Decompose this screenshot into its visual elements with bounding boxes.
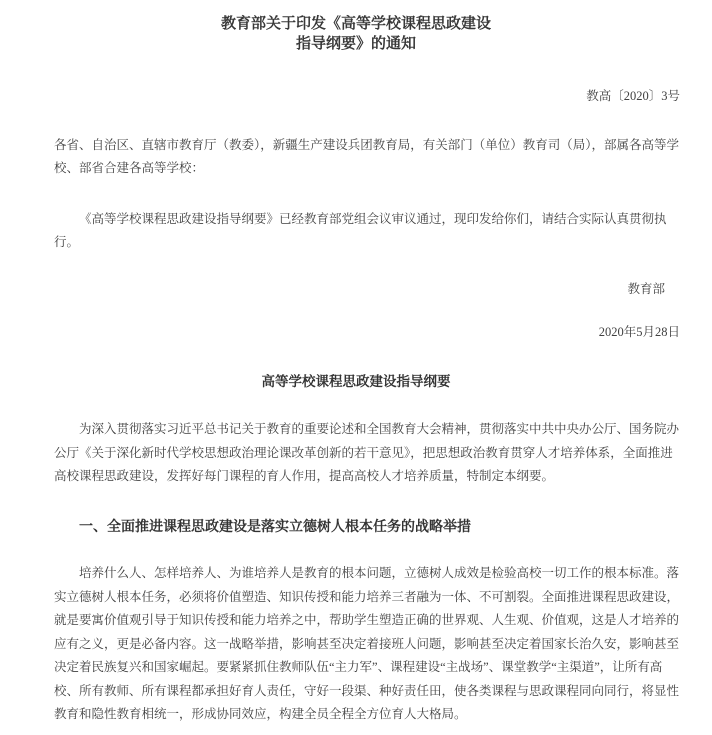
document-number: 教高〔2020〕3号 <box>586 89 680 103</box>
issuer: 教育部 <box>627 281 665 296</box>
section-1-paragraph: 培养什么人、怎样培养人、为谁培养人是教育的根本问题，立德树人成效是检验高校一切工作的根本标准。落实立德树人根本任务，必须将价值塑造、知识传授和能力培养三者融为一体、不可割裂。全面推进课程思政建设，就是要寓价值观引导于知识传授和能力培养之中，帮助学生塑造正确的世界观、人生观、价值观，这是人才培养的应有之义，更是必备内容。这一战略举措，影响甚至决定着接班人问题，影响甚至决定着国家长治久安，影响甚至决定着民族复兴和国家崛起。要紧紧抓住教师队伍“主力军”、课程建设“主战场”、课堂教学“主渠道”，让所有高校、所有教师、所有课程都承担好育人责任，守好一段渠、种好责任田，使各类课程与思政课程同向同行，将显性教育和隐性教育相统一，形成协同效应，构建全员全程全方位育人大格局。 <box>54 566 680 721</box>
attachment-title: 高等学校课程思政建设指导纲要 <box>261 373 451 389</box>
forward-paragraph: 《高等学校课程思政建设指导纲要》已经教育部党组会议审议通过，现印发给你们，请结合实际认真贯彻执行。 <box>54 211 667 249</box>
preamble-paragraph: 为深入贯彻落实习近平总书记关于教育的重要论述和全国教育大会精神，贯彻落实中共中央办公厅、国务院办公厅《关于深化新时代学校思想政治理论课改革创新的若干意见》，把思想政治教育贯穿人才培养体系，全面推进高校课程思政建设，发挥好每门课程的育人作用，提高高校人才培养质量，特制定本纲要。 <box>54 422 680 483</box>
issue-date: 2020年5月28日 <box>598 325 680 339</box>
salutation: 各省、自治区、直辖市教育厅（教委），新疆生产建设兵团教育局，有关部门（单位）教育司（局），部属各高等学校、部省合建各高等学校： <box>54 137 680 175</box>
section-1-heading: 一、全面推进课程思政建设是落实立德树人根本任务的战略举措 <box>79 519 471 535</box>
notice-title <box>32 14 680 54</box>
notice-title-line-1: 教育部关于印发《高等学校课程思政建设 <box>220 16 491 32</box>
notice-title-line-2: 指导纲要》的通知 <box>295 36 416 52</box>
